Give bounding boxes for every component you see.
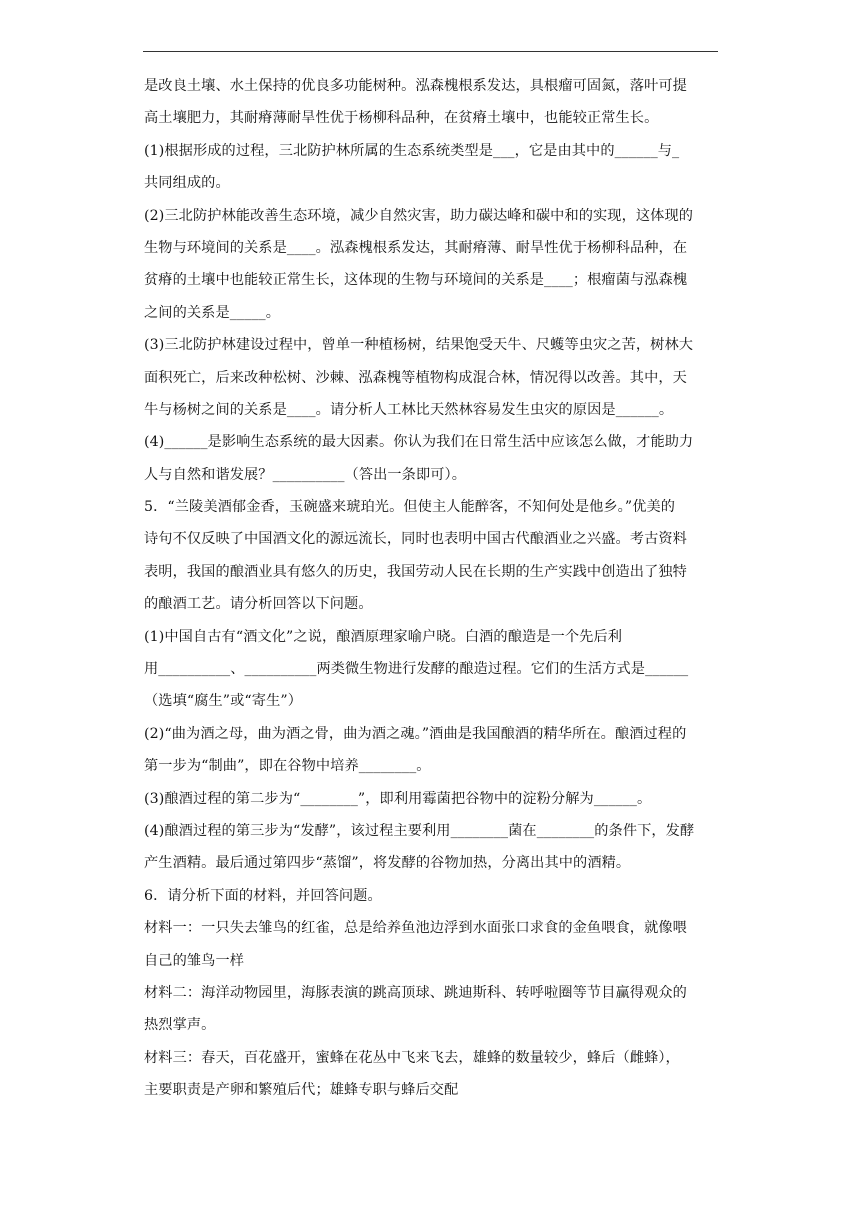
question-5-stem: 5．“兰陵美酒郁金香，玉碗盛来琥珀光。但使主人能醉客，不知何处是他乡。”优美的	[144, 499, 676, 516]
text-line: 主要职责是产卵和繁殖后代；雄蜂专职与蜂后交配	[144, 1082, 459, 1099]
question-5-part-1: (1)中国自古有“酒文化”之说，酿酒原理家喻户晓。白酒的酿造是一个先后利	[144, 628, 623, 645]
question-5-part-3: (3)酿酒过程的第二步为“________”，即利用霉菌把谷物中的淀粉分解为______。	[144, 790, 652, 807]
question-4-part-1: (1)根据形成的过程，三北防护林所属的生态系统类型是___，它是由其中的______与_	[144, 142, 680, 159]
text-line: 人与自然和谐发展？__________（答出一条即可）。	[144, 466, 467, 483]
question-4-part-2: (2)三北防护林能改善生态环境，减少自然灾害，助力碳达峰和碳中和的实现，这体现的	[144, 207, 694, 224]
text-line: 用__________、__________两类微生物进行发酵的酿造过程。它们的生活方式是______	[144, 661, 689, 678]
text-line: 共同组成的。	[144, 175, 230, 192]
text-line: 牛与杨树之间的关系是____。请分析人工林比天然林容易发生虫灾的原因是______。	[144, 401, 674, 418]
question-5-part-2: (2)“曲为酒之母，曲为酒之骨，曲为酒之魂。”酒曲是我国酿酒的精华所在。酿酒过程的	[144, 725, 687, 742]
text-line: 表明，我国的酿酒业具有悠久的历史，我国劳动人民在长期的生产实践中创造出了独特	[144, 563, 687, 580]
material-1: 材料一：一只失去雏鸟的红雀，总是给养鱼池边浮到水面张口求食的金鱼喂食，就像喂	[144, 920, 687, 937]
text-line: 高土壤肥力，其耐瘠薄耐旱性优于杨柳科品种，在贫瘠土壤中，也能较正常生长。	[144, 110, 659, 127]
text-line: 自己的雏鸟一样	[144, 952, 245, 969]
text-line: 生物与环境间的关系是____。泓森槐根系发达，其耐瘠薄、耐旱性优于杨柳科品种，在	[144, 239, 688, 256]
text-line: 诗句不仅反映了中国酒文化的源远流长，同时也表明中国古代酿酒业之兴盛。考古资料	[144, 531, 687, 548]
text-line: 贫瘠的土壤中也能较正常生长，这体现的生物与环境间的关系是____；根瘤菌与泓森槐	[144, 272, 688, 289]
material-3: 材料三：春天，百花盛开，蜜蜂在花丛中飞来飞去，雄蜂的数量较少，蜂后（雌蜂），	[144, 1049, 680, 1066]
question-4-part-4: (4)______是影响生态系统的最大因素。你认为我们在日常生活中应该怎么做，才能助力	[144, 434, 694, 451]
text-line: 的酿酒工艺。请分析回答以下问题。	[144, 596, 373, 613]
text-line: 是改良土壤、水土保持的优良多功能树种。泓森槐根系发达，具根瘤可固氮，落叶可提	[144, 78, 687, 94]
text-line: 热烈掌声。	[144, 1017, 216, 1034]
text-line: 面积死亡，后来改种松树、沙棘、泓森槐等植物构成混合林，情况得以改善。其中，天	[144, 369, 687, 386]
question-5-part-4: (4)酿酒过程的第三步为“发酵”，该过程主要利用________菌在________的条件下，发酵	[144, 822, 695, 839]
text-line: 产生酒精。最后通过第四步“蒸馏”，将发酵的谷物加热，分离出其中的酒精。	[144, 855, 631, 872]
text-line: （选填“腐生”或“寄生”）	[144, 693, 303, 710]
text-line: 之间的关系是_____。	[144, 304, 280, 321]
question-6-stem: 6．请分析下面的材料，并回答问题。	[144, 887, 382, 904]
question-4-part-3: (3)三北防护林建设过程中，曾单一种植杨树，结果饱受天牛、尺蠖等虫灾之苦，树林大	[144, 337, 694, 354]
text-line: 第一步为“制曲”，即在谷物中培养________。	[144, 758, 431, 775]
document-body	[144, 70, 724, 1107]
material-2: 材料二：海洋动物园里，海豚表演的跳高顶球、跳迪斯科、转呼啦圈等节目赢得观众的	[144, 984, 687, 1001]
header-rule	[143, 51, 718, 52]
